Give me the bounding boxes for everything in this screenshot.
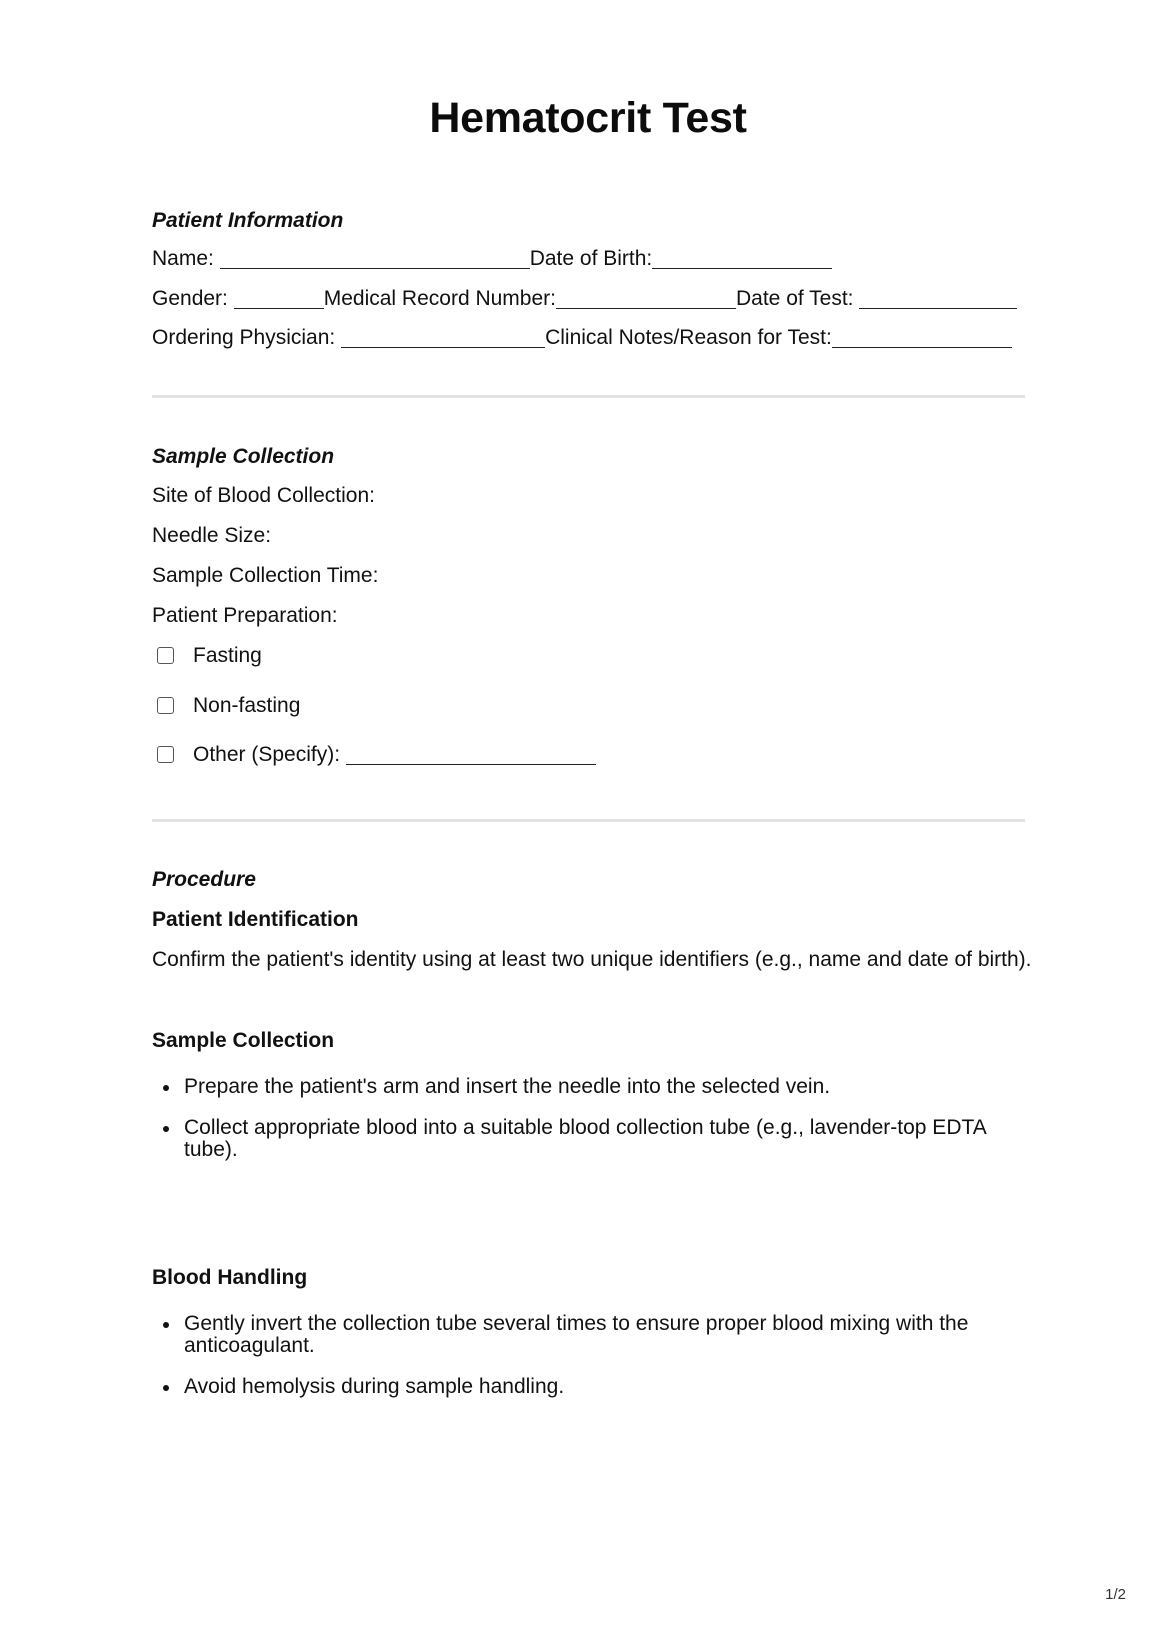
section-divider [152, 819, 1025, 822]
other-option[interactable] [157, 743, 596, 767]
patient-preparation-label: Patient Preparation: [152, 604, 338, 627]
mrn-field[interactable] [556, 290, 736, 309]
name-field[interactable] [220, 250, 530, 269]
procedure-sample-collection-heading: Sample Collection [152, 1029, 335, 1052]
section-divider [152, 395, 1025, 398]
bullet-icon [163, 1085, 169, 1091]
non-fasting-label: Non-fasting [193, 694, 301, 717]
physician-field[interactable] [341, 329, 545, 348]
mrn-label: Medical Record Number: [323, 287, 556, 310]
name-dob-row [152, 247, 832, 271]
test-date-field[interactable] [859, 290, 1017, 309]
page-number: 1/2 [1105, 1586, 1126, 1603]
clinical-notes-label: Clinical Notes/Reason for Test: [545, 326, 832, 349]
sample-collection-list [152, 1076, 1002, 1180]
gender-mrn-date-row [152, 287, 1017, 311]
bullet-icon [163, 1126, 169, 1132]
non-fasting-checkbox[interactable] [157, 697, 174, 714]
patient-identification-heading: Patient Identification [152, 908, 359, 931]
bullet-icon [163, 1322, 169, 1328]
clinical-notes-field[interactable] [832, 329, 1012, 348]
gender-label: Gender: [152, 287, 228, 310]
dob-label: Date of Birth: [529, 247, 653, 270]
bullet-icon [163, 1385, 169, 1391]
collection-site-label: Site of Blood Collection: [152, 484, 375, 507]
list-item: Gently invert the collection tube several times to ensure proper blood mixing with the anticoagulant. [152, 1313, 1002, 1357]
blood-handling-heading: Blood Handling [152, 1266, 308, 1289]
physician-notes-row [152, 326, 1012, 350]
other-label: Other (Specify): [193, 743, 341, 766]
fasting-option[interactable] [157, 644, 262, 668]
dob-field[interactable] [652, 250, 832, 269]
list-item: Collect appropriate blood into a suitable blood collection tube (e.g., lavender-top EDTA tube). [152, 1117, 1002, 1161]
sample-collection-heading: Sample Collection [152, 445, 335, 468]
page-title: Hematocrit Test [429, 94, 747, 142]
patient-information-heading: Patient Information [152, 209, 344, 232]
non-fasting-option[interactable] [157, 694, 300, 718]
patient-identification-text: Confirm the patient's identity using at least two unique identifiers (e.g., name and date of birth). [152, 948, 1032, 971]
fasting-label: Fasting [193, 644, 262, 667]
test-date-label: Date of Test: [736, 287, 854, 310]
name-label: Name: [152, 247, 214, 270]
list-item: Avoid hemolysis during sample handling. [152, 1376, 1002, 1398]
procedure-heading: Procedure [152, 868, 256, 891]
needle-size-label: Needle Size: [152, 524, 272, 547]
other-checkbox[interactable] [157, 746, 174, 763]
list-item: Prepare the patient's arm and insert the needle into the selected vein. [152, 1076, 1002, 1098]
collection-time-label: Sample Collection Time: [152, 564, 379, 587]
blood-handling-list [152, 1313, 1002, 1417]
physician-label: Ordering Physician: [152, 326, 336, 349]
gender-field[interactable] [234, 290, 324, 309]
fasting-checkbox[interactable] [157, 647, 174, 664]
other-specify-field[interactable] [346, 746, 596, 765]
